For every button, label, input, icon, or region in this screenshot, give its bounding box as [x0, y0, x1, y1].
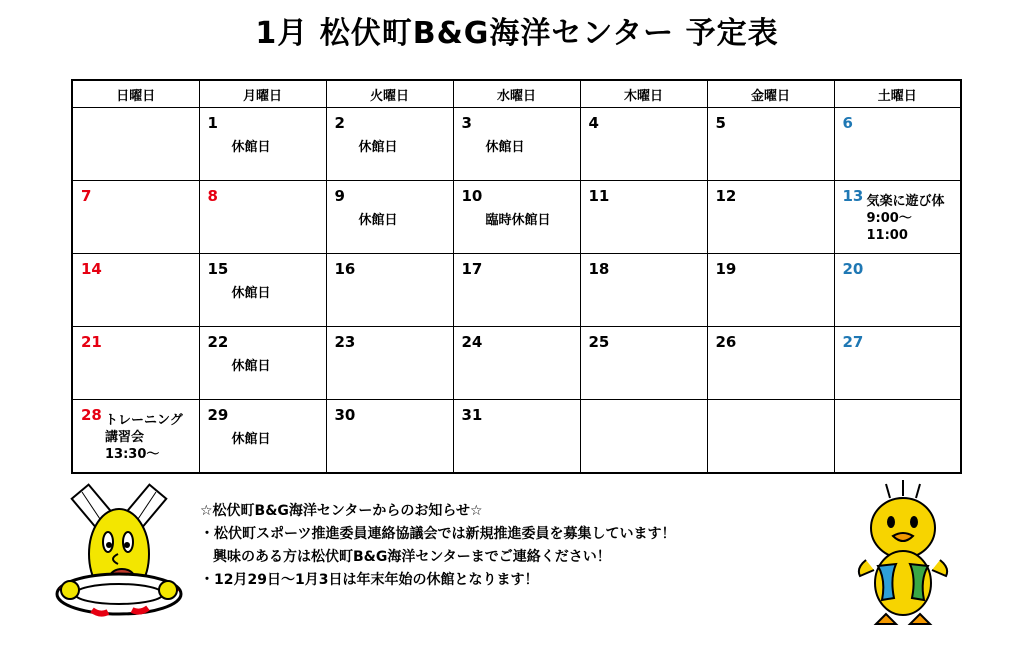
- weekday-fri: 金曜日: [707, 80, 834, 108]
- calendar-day-cell: [580, 327, 707, 400]
- day-number: 15: [207, 260, 229, 278]
- notice-line: ・12月29日〜1月3日は年末年始の休館となります！: [200, 572, 539, 588]
- calendar-week-row: [72, 181, 961, 254]
- day-number: 20: [842, 260, 864, 278]
- calendar-day-cell: [453, 181, 580, 254]
- calendar-day-cell: [326, 400, 453, 474]
- day-number: 18: [588, 260, 610, 278]
- calendar-day-cell: [580, 400, 707, 474]
- calendar-day-cell: [453, 327, 580, 400]
- day-note: 休館日: [358, 140, 398, 155]
- calendar-day-cell: [707, 327, 834, 400]
- day-note: 臨時休館日: [485, 213, 551, 228]
- day-number: 2: [334, 114, 345, 132]
- day-number: 28: [81, 406, 102, 424]
- day-number: 27: [842, 333, 864, 351]
- calendar-day-cell: [72, 181, 199, 254]
- calendar-day-cell: [580, 181, 707, 254]
- day-number: 11: [588, 187, 610, 205]
- day-number: 17: [461, 260, 483, 278]
- notice-heading: ☆松伏町B&G海洋センターからのお知らせ☆: [200, 503, 483, 519]
- windmill-mascot-icon: [52, 482, 187, 622]
- day-event-line: トレーニング: [105, 413, 183, 428]
- calendar-day-cell: [199, 327, 326, 400]
- calendar-day-cell: [453, 108, 580, 181]
- calendar-week-row: [72, 400, 961, 474]
- notice-line: ・松伏町スポーツ推進委員連絡協議会では新規推進委員を募集しています！: [200, 526, 676, 542]
- calendar-day-cell: [72, 254, 199, 327]
- calendar-day-cell: [707, 108, 834, 181]
- weekday-sat: 土曜日: [834, 80, 961, 108]
- day-note: 休館日: [231, 432, 271, 447]
- calendar-table: [71, 79, 962, 474]
- calendar-day-cell: [580, 254, 707, 327]
- day-event: [105, 412, 183, 463]
- day-number: 30: [334, 406, 356, 424]
- calendar-day-cell: [580, 108, 707, 181]
- calendar-day-cell: [199, 181, 326, 254]
- weekday-wed: 水曜日: [453, 80, 580, 108]
- day-note: 休館日: [231, 140, 271, 155]
- weekday-mon: 月曜日: [199, 80, 326, 108]
- calendar-day-cell: [834, 108, 961, 181]
- day-number: 21: [81, 333, 102, 351]
- page-title: 1月 松伏町B&G海洋センター 予定表: [255, 16, 779, 51]
- calendar-day-cell: [72, 400, 199, 474]
- day-number: 6: [842, 114, 853, 132]
- day-note: 休館日: [485, 140, 525, 155]
- day-number: 5: [715, 114, 726, 132]
- day-number: 1: [207, 114, 218, 132]
- day-number: 25: [588, 333, 610, 351]
- calendar-body: [72, 108, 961, 474]
- calendar-day-cell: [453, 400, 580, 474]
- day-event-line: 講習会: [105, 430, 145, 445]
- calendar-week-row: [72, 327, 961, 400]
- weekday-thu: 木曜日: [580, 80, 707, 108]
- weekday-header-row: [72, 80, 961, 108]
- day-event-line: 11:00: [866, 228, 908, 243]
- day-event-line: 13:30〜: [105, 447, 160, 462]
- day-number: 4: [588, 114, 599, 132]
- day-event: [867, 193, 945, 244]
- calendar-day-cell: [453, 254, 580, 327]
- calendar-day-cell: [834, 327, 961, 400]
- day-note: 休館日: [231, 359, 271, 374]
- day-number: 10: [461, 187, 483, 205]
- day-note: 休館日: [358, 213, 398, 228]
- calendar-day-cell: [199, 108, 326, 181]
- calendar-week-row: [72, 108, 961, 181]
- notice-line: 興味のある方は松伏町B&G海洋センターまでご連絡ください！: [213, 549, 611, 565]
- calendar-day-cell: [834, 254, 961, 327]
- chick-mascot-icon: [856, 478, 951, 628]
- day-number: 16: [334, 260, 356, 278]
- day-number: 9: [334, 187, 345, 205]
- calendar-day-cell: [72, 327, 199, 400]
- day-event-line: 9:00〜: [866, 211, 912, 226]
- calendar-day-cell: [326, 327, 453, 400]
- calendar-day-cell: [707, 254, 834, 327]
- weekday-tue: 火曜日: [326, 80, 453, 108]
- day-number: 31: [461, 406, 483, 424]
- weekday-sun: 日曜日: [72, 80, 199, 108]
- day-number: 26: [715, 333, 737, 351]
- day-number: 14: [81, 260, 102, 278]
- calendar-day-cell: [834, 400, 961, 474]
- calendar-day-cell: [199, 254, 326, 327]
- day-number: 19: [715, 260, 737, 278]
- calendar-day-cell: [199, 400, 326, 474]
- day-number: 24: [461, 333, 483, 351]
- calendar-day-cell: [834, 181, 961, 254]
- day-number: 23: [334, 333, 356, 351]
- day-number: 7: [81, 187, 92, 205]
- day-number: 8: [207, 187, 218, 205]
- calendar-week-row: [72, 254, 961, 327]
- calendar-day-cell: [707, 400, 834, 474]
- day-number: 29: [207, 406, 229, 424]
- day-number: 3: [461, 114, 472, 132]
- calendar-day-cell: [326, 108, 453, 181]
- calendar-day-cell: [707, 181, 834, 254]
- day-event-line: 気楽に遊び体: [866, 194, 945, 209]
- calendar-day-cell: [326, 181, 453, 254]
- day-number: 13: [842, 187, 864, 205]
- day-number: 22: [207, 333, 229, 351]
- calendar-day-cell: [326, 254, 453, 327]
- day-number: 12: [715, 187, 737, 205]
- notice-box: [200, 500, 675, 592]
- day-note: 休館日: [231, 286, 271, 301]
- calendar-day-cell: [72, 108, 199, 181]
